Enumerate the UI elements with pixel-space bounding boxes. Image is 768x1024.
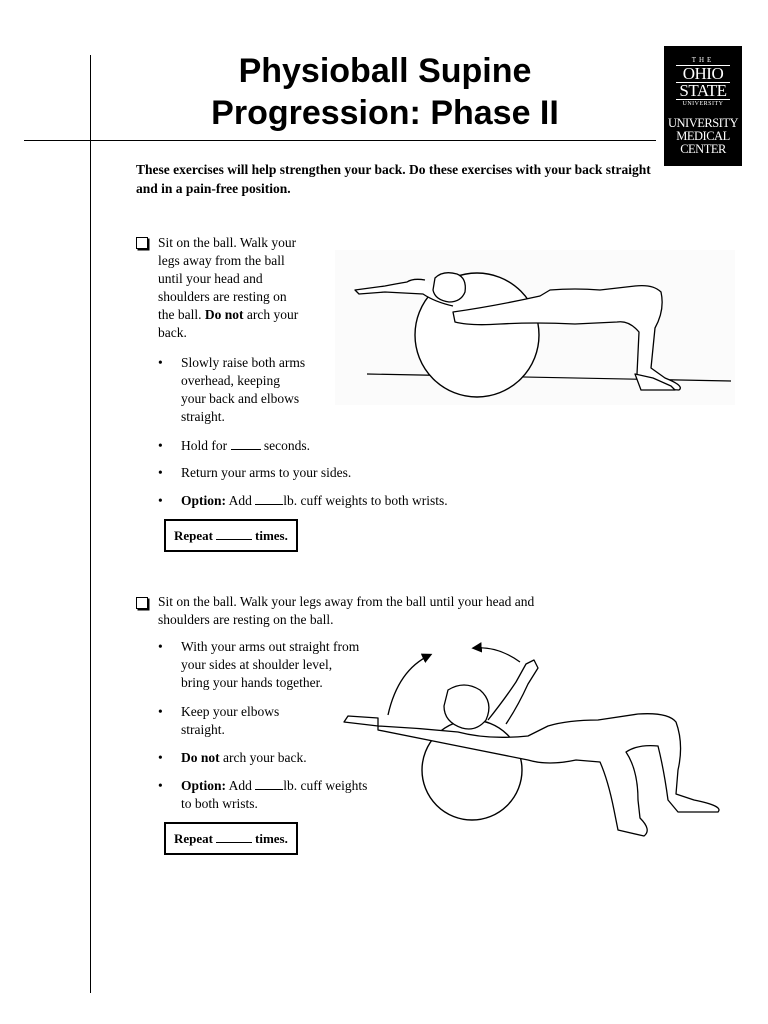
- exercise1-bullet-2: [158, 437, 310, 455]
- raised-arm: [488, 660, 538, 724]
- arrow-left-icon: [388, 655, 430, 715]
- body-shape: [344, 714, 719, 836]
- logo-university-small: UNIVERSITY: [682, 101, 724, 107]
- seconds-blank[interactable]: [231, 437, 261, 450]
- weight-blank[interactable]: [255, 492, 283, 505]
- do-not-emphasis: Do not: [181, 750, 220, 765]
- weights-text: lb. cuff weights: [283, 778, 368, 793]
- repeat-label: Repeat: [174, 528, 213, 543]
- arrow-right-icon: [474, 648, 520, 662]
- weights-text: lb. cuff weights to both wrists.: [283, 493, 448, 508]
- exercise2-intro: [158, 593, 628, 629]
- exercise2-intro-line: Sit on the ball. Walk your legs away from the ball until your head and: [158, 594, 535, 609]
- exercise2-intro-line: shoulders are resting on the ball.: [158, 612, 334, 627]
- bullet-dot: •: [158, 778, 163, 793]
- bullet-dot: •: [158, 639, 163, 654]
- do-not-emphasis: Do not: [204, 307, 244, 322]
- bullet-line: straight.: [181, 409, 225, 424]
- intro-text: These exercises will help strengthen your back. Do these exercises with your back straight and in a pain-free position.: [136, 162, 651, 196]
- page-title: [150, 50, 620, 134]
- osu-medical-center-logo: [664, 46, 742, 166]
- header-rule: [24, 140, 656, 141]
- bullet-dot: •: [158, 704, 163, 719]
- option-label: Option:: [181, 493, 227, 508]
- exercise1-intro-line: Sit on the ball. Walk your: [158, 235, 297, 250]
- weight-blank[interactable]: [255, 777, 283, 790]
- logo-ohio: OHIO: [676, 65, 730, 83]
- seconds-label: seconds.: [263, 438, 310, 453]
- add-label: Add: [228, 493, 252, 508]
- repeat-count-blank[interactable]: [216, 830, 252, 843]
- head: [444, 685, 489, 729]
- intro-text-part: the ball.: [158, 307, 202, 322]
- exercise1-intro-line: [158, 306, 338, 324]
- add-label: Add: [228, 778, 252, 793]
- repeat-label: Repeat: [174, 831, 213, 846]
- exercise1-bullet-1: [158, 354, 341, 426]
- bullet-line: With your arms out straight from: [181, 639, 360, 654]
- times-label: times.: [255, 528, 288, 543]
- bullet-line: your back and elbows: [181, 391, 300, 406]
- option-label: Option:: [181, 778, 227, 793]
- exercise1-intro-line: legs away from the ball: [158, 253, 285, 268]
- logo-state: STATE: [676, 83, 730, 100]
- bullet-dot: •: [158, 438, 163, 453]
- bullet-dot: •: [158, 750, 163, 765]
- exercise2-repeat-box: [164, 822, 298, 855]
- left-margin-rule: [90, 55, 91, 993]
- bullet-line: straight.: [181, 722, 225, 737]
- exercise2-bullet-3: [158, 749, 307, 767]
- bullet-line: overhead, keeping: [181, 373, 280, 388]
- logo-line-1: UNIVERSITY: [668, 116, 738, 130]
- person-figure: [344, 660, 719, 836]
- title-line-1: Physioball Supine: [238, 52, 532, 90]
- head: [433, 273, 465, 302]
- bullet-line: Slowly raise both arms: [181, 355, 306, 370]
- bullet-line: Keep your elbows: [181, 704, 280, 719]
- bullet-line: to both wrists.: [181, 796, 258, 811]
- exercise1-intro: [158, 234, 338, 342]
- title-line-2: Progression: Phase II: [211, 94, 559, 132]
- bullet-line: bring your hands together.: [181, 675, 323, 690]
- exercise2-illustration: [338, 640, 728, 840]
- exercise1-intro-line: shoulders are resting on: [158, 289, 287, 304]
- exercise1-intro-line: back.: [158, 325, 187, 340]
- bullet-dot: •: [158, 355, 163, 370]
- logo-umc: [664, 117, 742, 156]
- hold-for-label: Hold for: [181, 438, 228, 453]
- logo-line-3: CENTER: [680, 142, 726, 156]
- bullet-line: your sides at shoulder level,: [181, 657, 333, 672]
- exercise2-bullet-2: [158, 703, 341, 739]
- logo-the: THE: [691, 56, 715, 64]
- bullet-text: Return your arms to your sides.: [181, 465, 352, 480]
- exercise1-illustration: [335, 250, 735, 405]
- bullet-dot: •: [158, 465, 163, 480]
- logo-line-2: MEDICAL: [676, 129, 730, 143]
- exercise1-repeat-box: [164, 519, 298, 552]
- bullet-dot: •: [158, 493, 163, 508]
- checkbox-icon[interactable]: [136, 597, 148, 609]
- times-label: times.: [255, 831, 288, 846]
- exercise1-bullet-3: [158, 464, 352, 482]
- checkbox-icon[interactable]: [136, 237, 148, 249]
- exercise1-intro-line: until your head and: [158, 271, 263, 286]
- intro-text-part: arch your: [246, 307, 299, 322]
- repeat-count-blank[interactable]: [216, 527, 252, 540]
- bullet-text: arch your back.: [223, 750, 307, 765]
- exercise1-bullet-4: [158, 492, 448, 510]
